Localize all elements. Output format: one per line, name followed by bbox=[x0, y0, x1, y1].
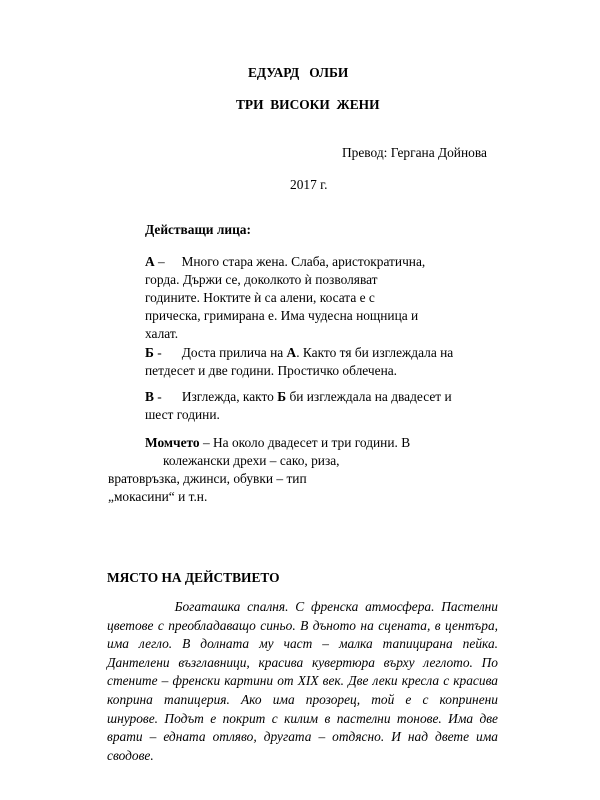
character-boy-line: „мокасини“ и т.н. bbox=[108, 489, 208, 504]
character-a-line: горда. Държи се, доколкото ѝ позволяват bbox=[145, 272, 378, 287]
character-v-line: В - Изглежда, както Б би изглеждала на двадесет и bbox=[145, 389, 452, 404]
character-b-line: петдесет и две години. Простичко облечена. bbox=[145, 363, 398, 378]
setting-line: врати – едната отляво, другата – отдясно. И над двете има bbox=[107, 729, 498, 745]
author-name: ЕДУАРД ОЛБИ bbox=[248, 65, 349, 80]
cast-heading: Действащи лица: bbox=[145, 222, 251, 237]
setting-line: Богаташка спалня. С френска атмосфера. Пастелни bbox=[107, 599, 498, 614]
setting-line: има легло. В долната му част – малка тапицирана пейка. bbox=[107, 636, 498, 652]
setting-line: цветове с преобладаващо синьо. В дъното на сцената, в центъра, bbox=[107, 617, 498, 633]
character-boy-label: Момчето bbox=[145, 435, 200, 450]
character-v-label: В bbox=[145, 389, 154, 404]
character-boy-line: Момчето – На около двадесет и три години. В bbox=[145, 435, 411, 450]
character-v-line: шест години. bbox=[145, 407, 220, 422]
character-a-line: халат. bbox=[145, 326, 179, 341]
character-a-line: прическа, гримирана е. Има чудесна нощница и bbox=[145, 308, 419, 323]
character-b-line: Б - Доста прилича на А. Както тя би изглеждала на bbox=[145, 345, 454, 360]
character-boy-line: колежански дрехи – сако, риза, bbox=[163, 453, 340, 468]
character-a-line: А – Много стара жена. Слаба, аристократична, bbox=[145, 254, 426, 269]
setting-line: шнурове. Подът е покрит с килим в пастелни тонове. Има две bbox=[107, 710, 498, 726]
setting-description bbox=[107, 598, 498, 765]
character-b-label: Б bbox=[145, 345, 154, 360]
setting-heading: МЯСТО НА ДЕЙСТВИЕТО bbox=[107, 570, 280, 585]
translation-credit: Превод: Гергана Дойнова bbox=[342, 145, 487, 160]
character-boy-line: вратовръзка, джинси, обувки – тип bbox=[108, 471, 307, 486]
character-a-label: А bbox=[145, 254, 155, 269]
setting-line: сводове. bbox=[107, 747, 154, 763]
year: 2017 г. bbox=[290, 177, 328, 192]
setting-line: стените – френски картини от XIX век. Две леки кресла с красива bbox=[107, 673, 498, 689]
setting-line: Дантелени възглавници, красива кувертюра върху леглото. По bbox=[107, 654, 498, 670]
setting-line: коприна тапицерия. Ако има прозорец, той е с копринени bbox=[107, 691, 498, 707]
play-title: ТРИ ВИСОКИ ЖЕНИ bbox=[236, 97, 380, 112]
character-a-line: годините. Ноктите ѝ са алени, косата е с bbox=[145, 290, 375, 305]
